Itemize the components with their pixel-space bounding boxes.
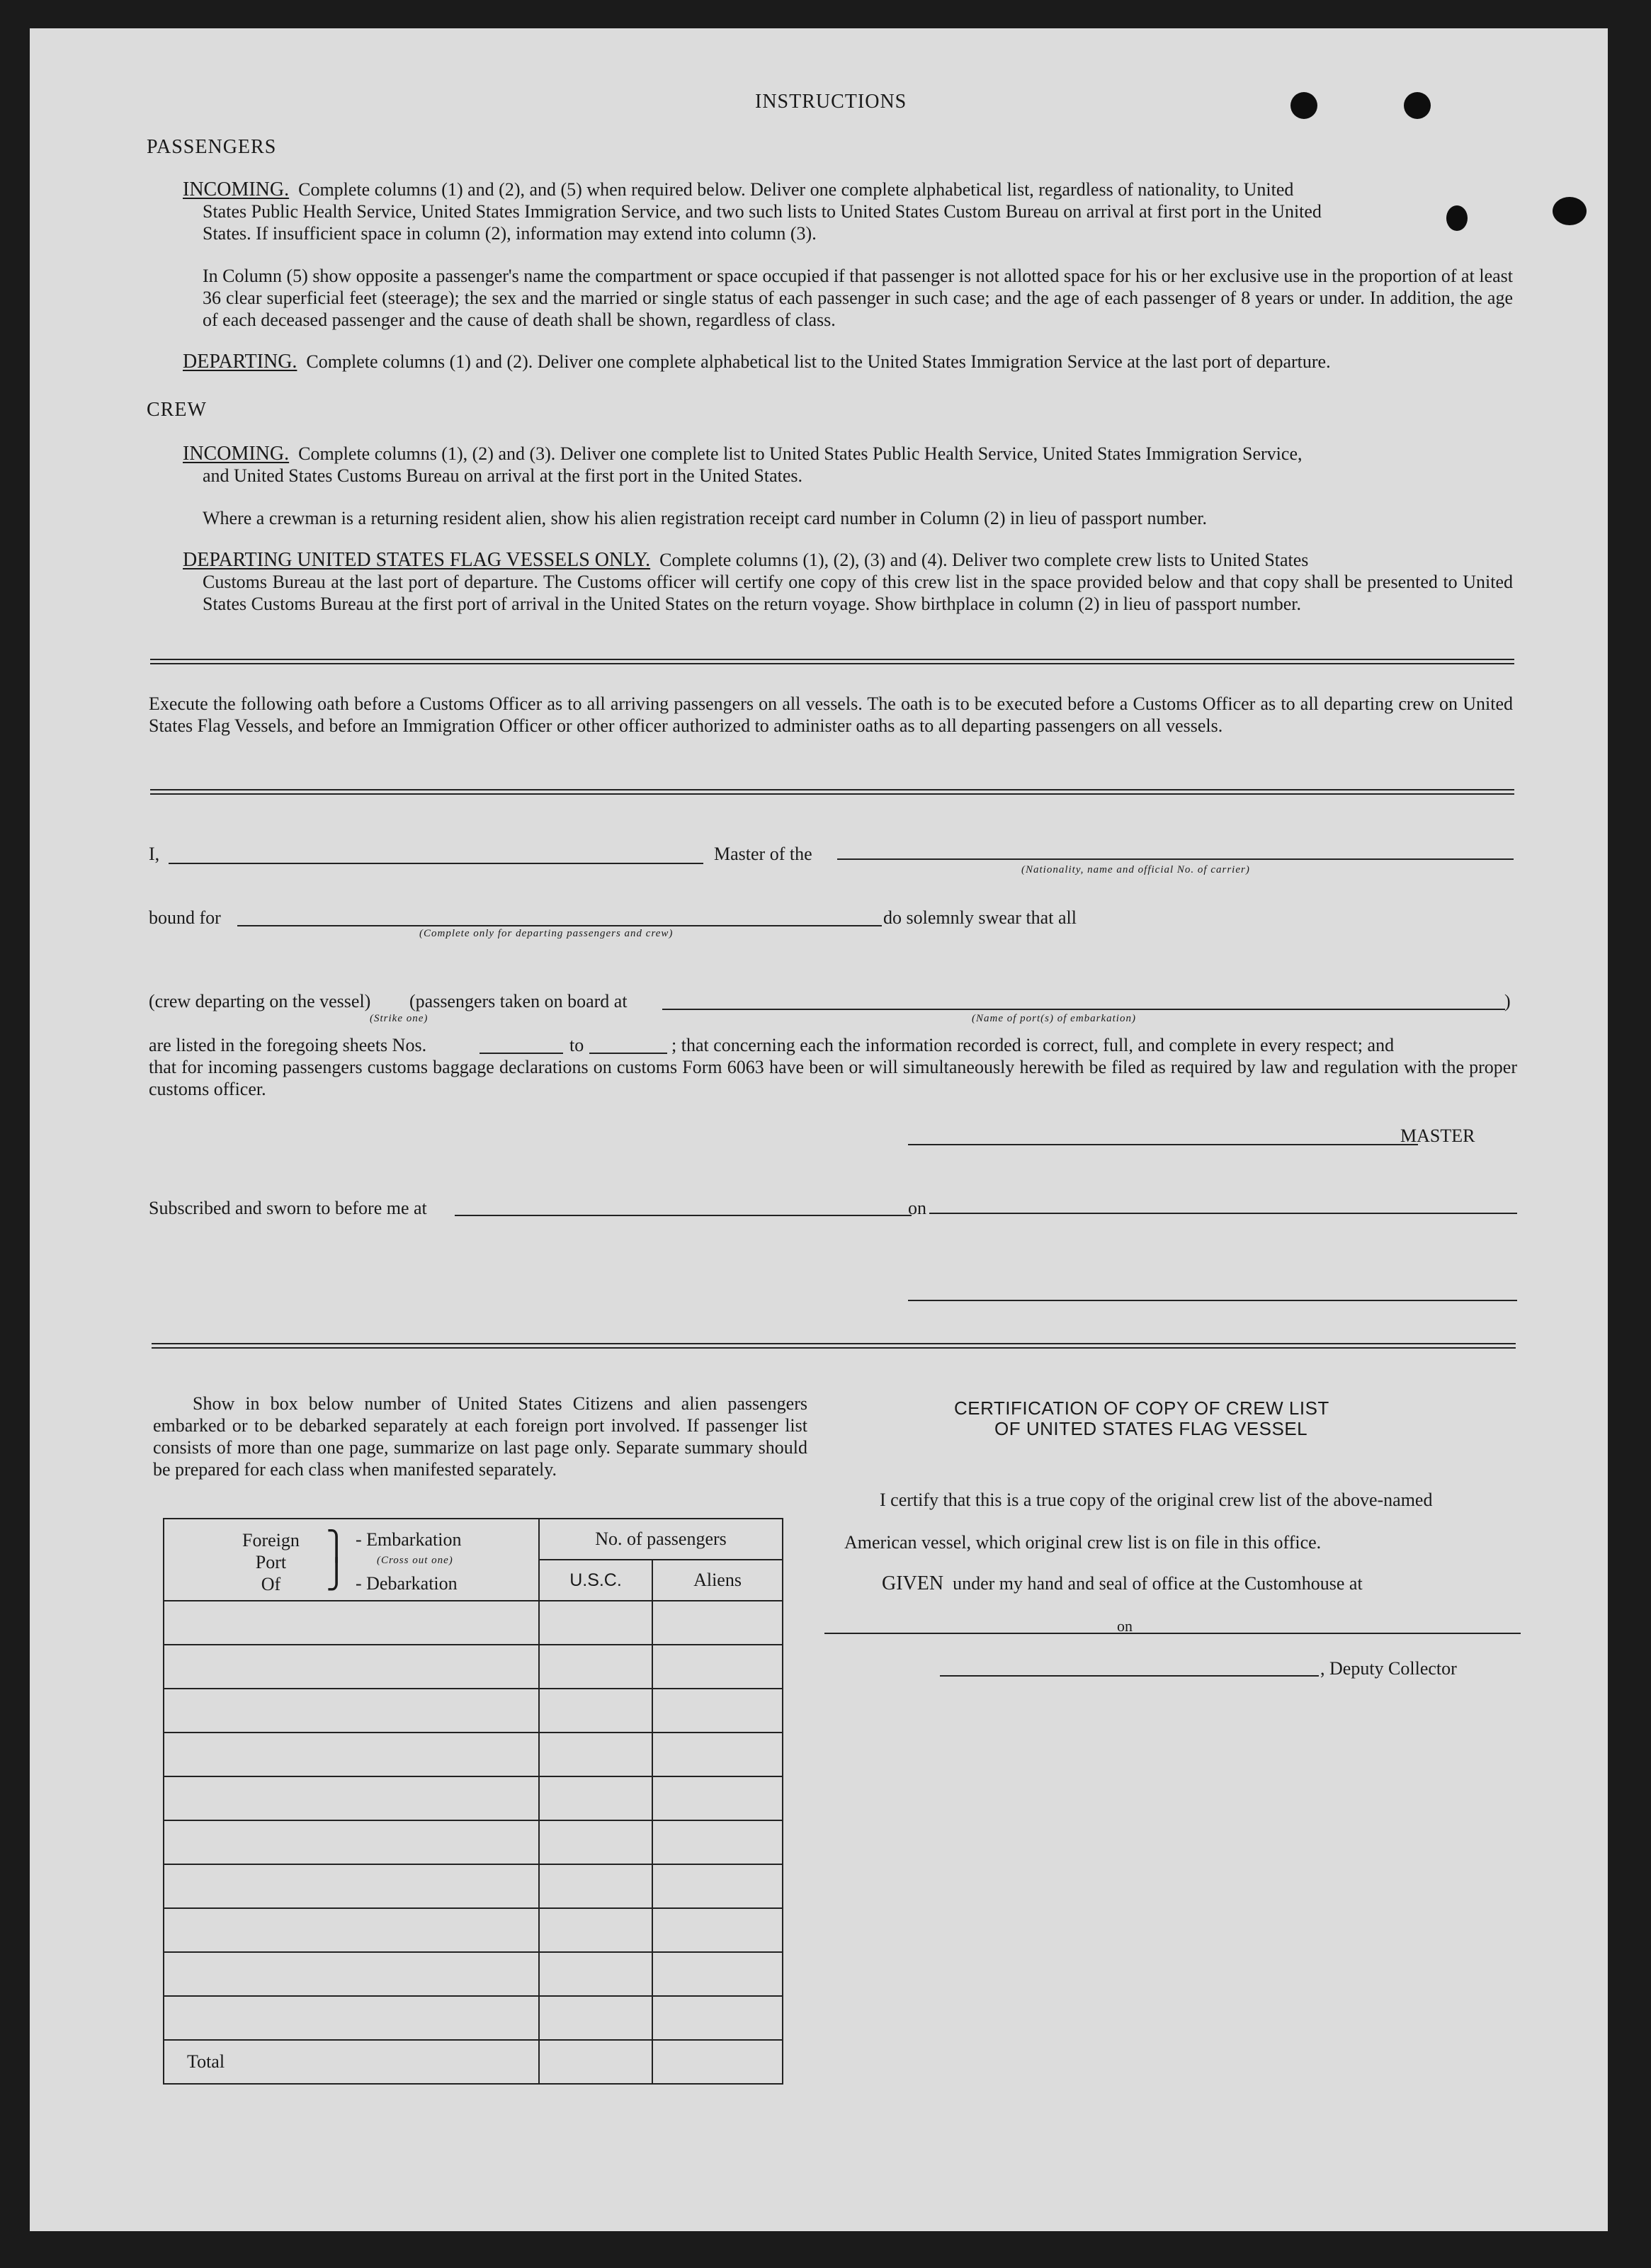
certification-title-1: CERTIFICATION OF COPY OF CREW LIST xyxy=(954,1397,1329,1419)
port-cell[interactable] xyxy=(164,1908,539,1952)
no-passengers-header: No. of passengers xyxy=(539,1519,783,1560)
crew-alien-text: Where a crewman is a returning resident alien, show his alien registration receipt card number in Column (2) in lieu of passport number. xyxy=(203,508,1208,528)
officer-signature-line xyxy=(908,1300,1517,1301)
aliens-cell[interactable] xyxy=(652,1952,783,1996)
usc-header: U.S.C. xyxy=(539,1560,652,1601)
crew-departing-label: DEPARTING UNITED STATES FLAG VESSELS ONLY. xyxy=(183,549,651,571)
usc-cell[interactable] xyxy=(539,1820,652,1864)
port-label: Port xyxy=(255,1552,287,1572)
crew-incoming-text1: Complete columns (1), (2) and (3). Deliver one complete list to United States Public Health Service, United States Immigration Service, xyxy=(298,443,1303,464)
declaration-text: that for incoming passengers customs baggage declarations on customs Form 6063 have been or will simultaneously herewith be filed as required by law and regulation with the proper customs officer. xyxy=(149,1057,1517,1099)
swear-text: do solemnly swear that all xyxy=(883,907,1077,928)
summary-instructions: Show in box below number of United States Citizens and alien passengers embarked or to be debarked separately at each foreign port involved. If passenger list consists of more than one page, summarize on last page only. Separate summary should be prepared for each class when manifested separately. xyxy=(153,1393,807,1480)
foreign-label: Foreign xyxy=(242,1530,300,1550)
given-rest: under my hand and seal of office at the Customhouse at xyxy=(953,1573,1363,1594)
sheet-from-line xyxy=(480,1053,563,1054)
passengers-column5-text: In Column (5) show opposite a passenger's name the compartment or space occupied if that passenger is not allotted space for his or her exclusive use in the proportion of at least 36 clear superficial feet (steerage); the sex and the married or single status of each passenger in such case; and the age of each passenger of 8 years or under. In addition, the age of each deceased passenger and the cause of death shall be shown, regardless of class. xyxy=(203,266,1513,330)
total-label: Total xyxy=(164,2040,539,2084)
crew-departing-option: (crew departing on the vessel) xyxy=(149,991,371,1011)
passengers-heading: PASSENGERS xyxy=(147,136,277,158)
table-row xyxy=(164,1733,783,1776)
ports-hint: (Name of port(s) of embarkation) xyxy=(972,1013,1136,1024)
of-label: Of xyxy=(261,1574,281,1594)
divider-3 xyxy=(152,1343,1516,1349)
deputy-collector-label: , Deputy Collector xyxy=(1320,1658,1457,1679)
certification-date-line xyxy=(1078,1633,1521,1634)
passengers-incoming-line2: States Public Health Service, United States Immigration Service, and two such lists to United States Custom Bureau on arrival at first port in the United xyxy=(203,201,1322,222)
passengers-departing-label: DEPARTING. xyxy=(183,351,297,373)
listed-in-label: are listed in the foregoing sheets Nos. xyxy=(149,1035,427,1055)
usc-cell[interactable] xyxy=(539,1908,652,1952)
crew-departing-text1: Complete columns (1), (2), (3) and (4). Deliver two complete crew lists to United States xyxy=(659,550,1309,570)
brace-lower-icon: ⎭ xyxy=(326,1558,347,1590)
crew-heading: CREW xyxy=(147,399,207,421)
passengers-incoming-line1 xyxy=(183,178,1485,200)
usc-cell[interactable] xyxy=(539,1689,652,1733)
subscribed-on-label: on xyxy=(908,1198,926,1218)
bound-hint: (Complete only for departing passengers and crew) xyxy=(419,928,674,939)
debarkation-label: - Debarkation xyxy=(356,1573,458,1594)
usc-cell[interactable] xyxy=(539,1733,652,1776)
deputy-signature-line xyxy=(940,1675,1319,1677)
total-aliens-cell[interactable] xyxy=(652,2040,783,2084)
port-cell[interactable] xyxy=(164,1689,539,1733)
nationality-hint: (Nationality, name and official No. of carrier) xyxy=(1021,864,1250,875)
usc-cell[interactable] xyxy=(539,1996,652,2040)
aliens-cell[interactable] xyxy=(652,1645,783,1689)
usc-cell[interactable] xyxy=(539,1776,652,1820)
port-cell[interactable] xyxy=(164,1864,539,1908)
cross-out-hint: (Cross out one) xyxy=(377,1555,453,1566)
port-cell[interactable] xyxy=(164,1645,539,1689)
crew-departing-line1 xyxy=(183,549,1308,571)
oath-master-of: Master of the xyxy=(714,844,812,864)
usc-cell[interactable] xyxy=(539,1645,652,1689)
certification-given-line xyxy=(882,1572,1363,1594)
certification-title-2: OF UNITED STATES FLAG VESSEL xyxy=(994,1418,1308,1439)
table-row xyxy=(164,1601,783,1645)
certification-line1: I certify that this is a true copy of the original crew list of the above-named xyxy=(880,1490,1433,1510)
master-label: MASTER xyxy=(1400,1126,1475,1146)
table-row xyxy=(164,1952,783,1996)
certification-on-label: on xyxy=(1117,1617,1133,1635)
table-row xyxy=(164,1689,783,1733)
punch-hole-edge-small xyxy=(1446,205,1468,231)
usc-cell[interactable] xyxy=(539,1864,652,1908)
crew-departing-text2: Customs Bureau at the last port of departure. The Customs officer will certify one copy of this crew list in the space provided below and that copy shall be presented to United States Customs Bureau at the first port of arrival in the United States on the return voyage. Show birthplace in column (2) in lieu of passport number. xyxy=(203,572,1513,614)
aliens-cell[interactable] xyxy=(652,1864,783,1908)
divider-2 xyxy=(150,789,1514,795)
form-page xyxy=(30,28,1608,2231)
aliens-cell[interactable] xyxy=(652,1908,783,1952)
given-label: GIVEN xyxy=(882,1572,944,1594)
aliens-cell[interactable] xyxy=(652,1733,783,1776)
passengers-incoming-text1: Complete columns (1) and (2), and (5) when required below. Deliver one complete alphabetical list, regardless of nationality, to United xyxy=(298,179,1294,200)
punch-hole-right xyxy=(1404,92,1431,119)
port-cell[interactable] xyxy=(164,1733,539,1776)
usc-cell[interactable] xyxy=(539,1601,652,1645)
aliens-cell[interactable] xyxy=(652,1820,783,1864)
port-cell[interactable] xyxy=(164,1952,539,1996)
passengers-taken-option: (passengers taken on board at xyxy=(409,991,628,1011)
aliens-cell[interactable] xyxy=(652,1996,783,2040)
aliens-cell[interactable] xyxy=(652,1601,783,1645)
bound-for-line xyxy=(237,925,882,926)
subscribed-place-line xyxy=(455,1215,912,1216)
aliens-cell[interactable] xyxy=(652,1776,783,1820)
page-title: INSTRUCTIONS xyxy=(755,91,907,113)
ports-line xyxy=(662,1009,1505,1010)
listed-rest: ; that concerning each the information recorded is correct, full, and complete in every respect; and xyxy=(671,1035,1395,1055)
port-cell[interactable] xyxy=(164,1776,539,1820)
passengers-incoming-line3: States. If insufficient space in column (2), information may extend into column (3). xyxy=(203,223,817,244)
certification-line2: American vessel, which original crew list is on file in this office. xyxy=(844,1532,1322,1553)
usc-cell[interactable] xyxy=(539,1952,652,1996)
total-row xyxy=(164,2040,783,2084)
crew-incoming-line1 xyxy=(183,443,1303,465)
table-row xyxy=(164,1645,783,1689)
table-row xyxy=(164,1908,783,1952)
close-paren: ) xyxy=(1504,991,1511,1011)
divider-1 xyxy=(150,659,1514,664)
sheet-to-line xyxy=(589,1053,667,1054)
subscribed-label: Subscribed and sworn to before me at xyxy=(149,1198,427,1218)
oath-instructions: Execute the following oath before a Customs Officer as to all arriving passengers on all vessels. The oath is to be executed before a Customs Officer as to all departing crew on United States Flag Vessels, and before an Immigration Officer or other officer authorized to administer oaths as to all departing passengers on all vessels. xyxy=(149,693,1513,736)
listed-to-label: to xyxy=(569,1035,584,1055)
table-row xyxy=(164,1820,783,1864)
aliens-cell[interactable] xyxy=(652,1689,783,1733)
port-cell[interactable] xyxy=(164,1996,539,2040)
embarkation-label: - Embarkation xyxy=(356,1529,462,1550)
port-header xyxy=(164,1519,539,1601)
subscribed-date-line xyxy=(929,1213,1517,1214)
punch-hole-edge xyxy=(1553,197,1587,225)
bound-for-label: bound for xyxy=(149,907,221,928)
strike-one-hint: (Strike one) xyxy=(370,1013,429,1024)
port-cell[interactable] xyxy=(164,1601,539,1645)
crew-incoming-line2: and United States Customs Bureau on arrival at the first port in the United States. xyxy=(203,465,803,486)
carrier-line xyxy=(837,858,1514,860)
customhouse-line xyxy=(824,1633,1079,1634)
passengers-departing-line xyxy=(183,351,1331,373)
table-row xyxy=(164,1996,783,2040)
table-row xyxy=(164,1776,783,1820)
master-name-line xyxy=(169,863,703,864)
port-cell[interactable] xyxy=(164,1820,539,1864)
table-row xyxy=(164,1864,783,1908)
punch-hole-left xyxy=(1290,92,1317,119)
passengers-departing-text: Complete columns (1) and (2). Deliver one complete alphabetical list to the United States Immigration Service at the last port of departure. xyxy=(306,351,1331,372)
master-signature-line xyxy=(908,1144,1418,1145)
aliens-header: Aliens xyxy=(652,1560,783,1601)
crew-incoming-label: INCOMING. xyxy=(183,443,290,465)
passenger-summary-table xyxy=(163,1518,783,2085)
oath-i-label: I, xyxy=(149,844,160,864)
total-usc-cell[interactable] xyxy=(539,2040,652,2084)
brace-upper-icon: ⎫ xyxy=(326,1530,347,1562)
passengers-incoming-label: INCOMING. xyxy=(183,178,290,200)
